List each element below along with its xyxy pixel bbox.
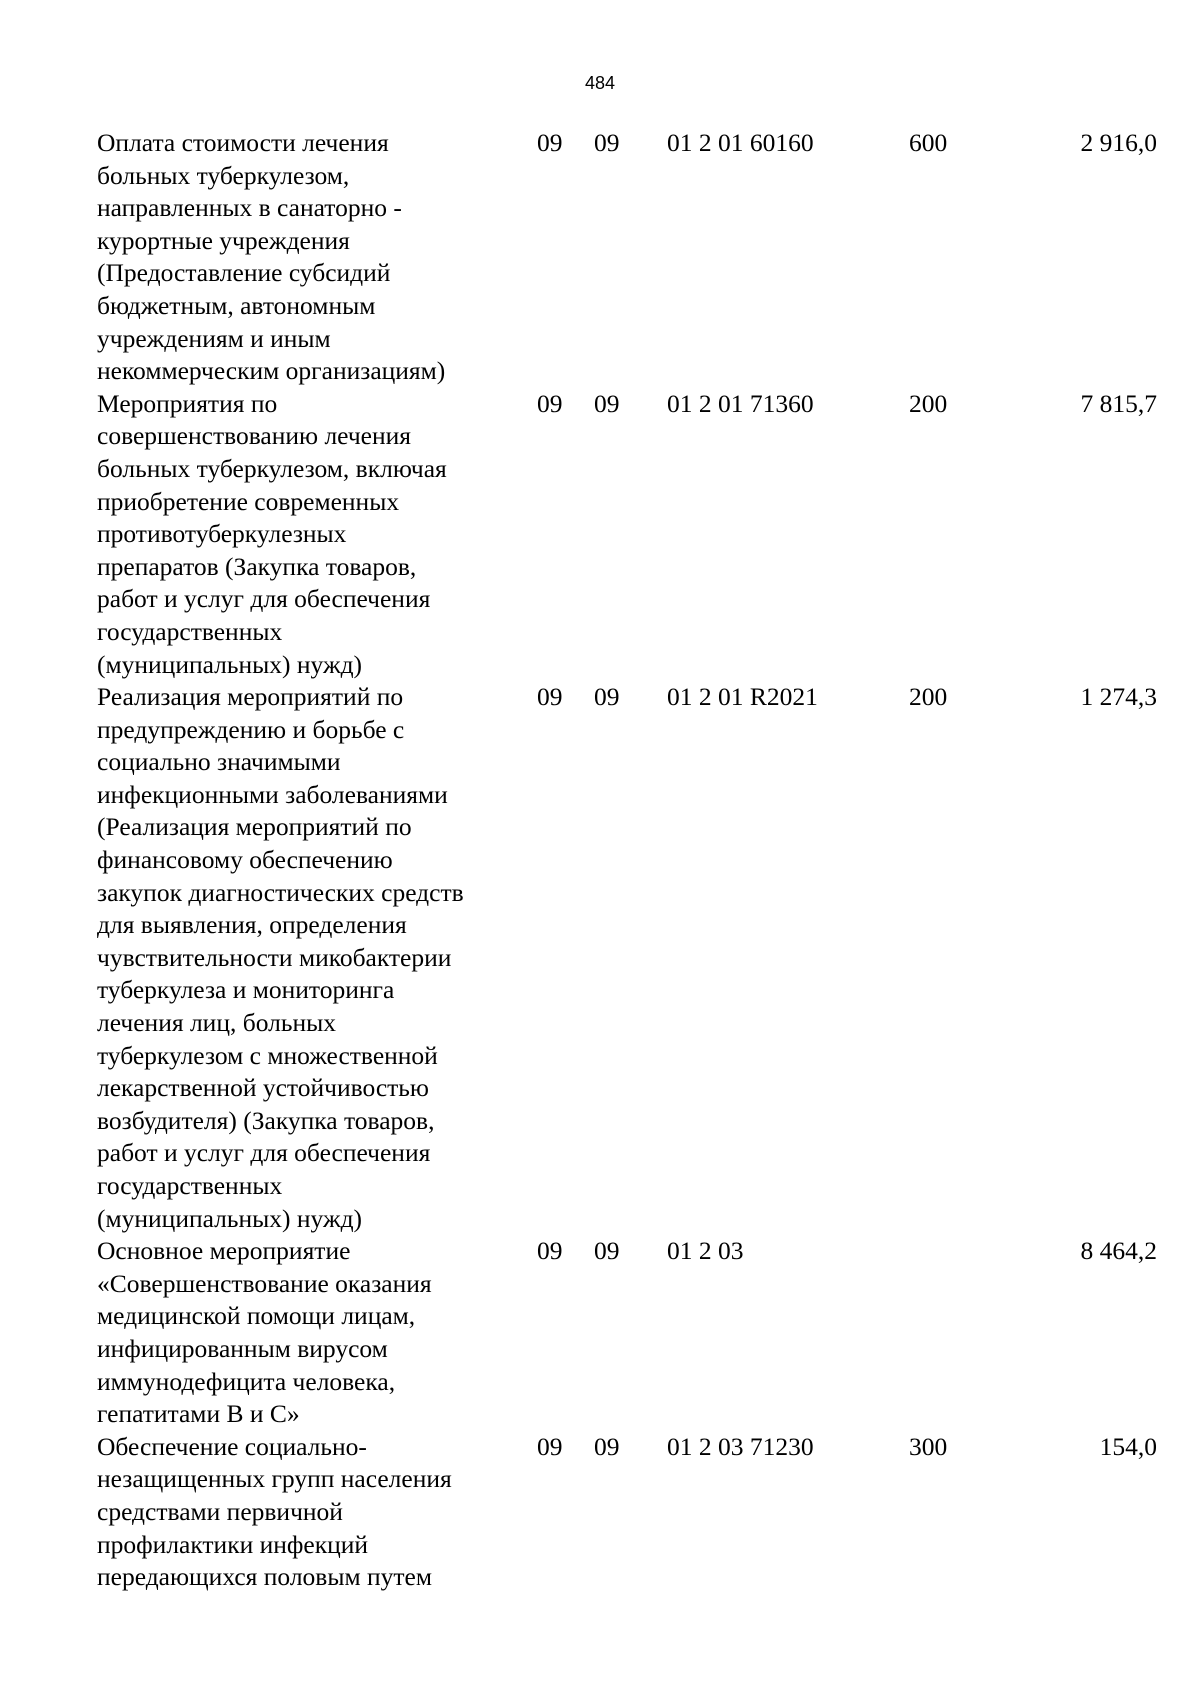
expense-item-name-line: работ и услуг для обеспечения bbox=[97, 1138, 431, 1168]
expense-item-name-line: (Предоставление субсидий bbox=[97, 258, 391, 288]
budget-table bbox=[97, 127, 1157, 1594]
expense-item-name-line: профилактики инфекций bbox=[97, 1529, 369, 1559]
section-code: 09 bbox=[537, 1236, 563, 1266]
table-row bbox=[97, 1431, 1157, 1594]
expense-item-name-line: туберкулеза и мониторинга bbox=[97, 975, 395, 1005]
table-row bbox=[97, 127, 1157, 388]
target-article-code: 01 2 01 71360 bbox=[667, 388, 814, 418]
subsection-code: 09 bbox=[594, 1236, 620, 1266]
expense-item-name-line: возбудителя) (Закупка товаров, bbox=[97, 1105, 435, 1135]
expense-item-name-line: государственных bbox=[97, 616, 283, 646]
expense-type-code: 200 bbox=[909, 682, 948, 712]
expense-item-name-line: курортные учреждения bbox=[97, 225, 350, 255]
expense-item-name-line: бюджетным, автономным bbox=[97, 290, 376, 320]
expense-item-name-line: закупок диагностических средств bbox=[97, 877, 464, 907]
table-row bbox=[97, 388, 1157, 681]
expense-item-name-line: Обеспечение социально- bbox=[97, 1431, 367, 1461]
expense-type-code: 600 bbox=[909, 128, 948, 157]
expense-item-name-line: противотуберкулезных bbox=[97, 519, 347, 549]
expense-item-name-line: передающихся половым путем bbox=[97, 1562, 432, 1592]
expense-item-name bbox=[97, 388, 537, 681]
expense-type-code: 200 bbox=[909, 388, 948, 418]
expense-item-name-line: работ и услуг для обеспечения bbox=[97, 584, 431, 614]
expense-item-name-line: (муниципальных) нужд) bbox=[97, 1203, 363, 1233]
subsection-code: 09 bbox=[594, 128, 620, 157]
expense-item-name-line: чувствительности микобактерии bbox=[97, 942, 452, 972]
expense-item-name-line: «Совершенствование оказания bbox=[97, 1268, 432, 1298]
table-row bbox=[97, 681, 1157, 1235]
amount-value: 7 815,7 bbox=[1080, 388, 1157, 418]
expense-item-name-line: иммунодефицита человека, bbox=[97, 1366, 396, 1396]
page-number: 484 bbox=[584, 73, 616, 93]
expense-item-name bbox=[97, 1431, 537, 1594]
table-row bbox=[97, 1235, 1157, 1431]
expense-item-name-line: незащищенных групп населения bbox=[97, 1464, 452, 1494]
expense-item-name-line: социально значимыми bbox=[97, 747, 341, 777]
amount-value: 8 464,2 bbox=[1080, 1236, 1157, 1266]
expense-item-name-line: финансовому обеспечению bbox=[97, 845, 393, 875]
expense-item-name-line: совершенствованию лечения bbox=[97, 421, 412, 451]
amount-value: 2 916,0 bbox=[1080, 128, 1157, 157]
expense-item-name-line: для выявления, определения bbox=[97, 910, 407, 940]
expense-item-name-line: инфекционными заболеваниями bbox=[97, 779, 448, 809]
expense-item-name-line: гепатитами В и С» bbox=[97, 1399, 300, 1429]
expense-item-name-line: инфицированным вирусом bbox=[97, 1333, 388, 1363]
expense-item-name bbox=[97, 681, 537, 1235]
section-code: 09 bbox=[537, 128, 563, 157]
expense-item-name-line: лекарственной устойчивостью bbox=[97, 1073, 429, 1103]
expense-item-name-line: средствами первичной bbox=[97, 1496, 343, 1526]
expense-item-name-line: медицинской помощи лицам, bbox=[97, 1301, 416, 1331]
expense-item-name-line: (муниципальных) нужд) bbox=[97, 649, 363, 679]
expense-item-name-line: государственных bbox=[97, 1171, 283, 1200]
subsection-code: 09 bbox=[594, 1431, 620, 1461]
expense-item-name-line: учреждениям и иным bbox=[97, 323, 331, 353]
expense-item-name-line: Оплата стоимости лечения bbox=[97, 128, 389, 157]
section-code: 09 bbox=[537, 682, 563, 712]
subsection-code: 09 bbox=[594, 682, 620, 712]
target-article-code: 01 2 01 60160 bbox=[667, 128, 814, 157]
expense-item-name-line: (Реализация мероприятий по bbox=[97, 812, 412, 842]
target-article-code: 01 2 01 R2021 bbox=[667, 682, 818, 712]
expense-type-code: 300 bbox=[909, 1431, 948, 1461]
expense-item-name-line: лечения лиц, больных bbox=[97, 1008, 336, 1038]
subsection-code: 09 bbox=[594, 388, 620, 418]
expense-item-name-line: направленных в санаторно - bbox=[97, 193, 402, 223]
expense-item-name-line: Мероприятия по bbox=[97, 388, 278, 418]
expense-item-name-line: предупреждению и борьбе с bbox=[97, 714, 405, 744]
amount-value: 154,0 bbox=[1099, 1431, 1157, 1461]
expense-item-name-line: приобретение современных bbox=[97, 486, 400, 516]
expense-item-name-line: некоммерческим организациям) bbox=[97, 356, 446, 386]
target-article-code: 01 2 03 bbox=[667, 1236, 744, 1266]
amount-value: 1 274,3 bbox=[1080, 682, 1157, 712]
expense-item-name bbox=[97, 127, 537, 388]
expense-item-name-line: туберкулезом с множественной bbox=[97, 1040, 438, 1070]
target-article-code: 01 2 03 71230 bbox=[667, 1431, 814, 1461]
section-code: 09 bbox=[537, 1431, 563, 1461]
expense-item-name-line: Основное мероприятие bbox=[97, 1236, 351, 1266]
expense-item-name bbox=[97, 1235, 537, 1431]
expense-item-name-line: Реализация мероприятий по bbox=[97, 682, 404, 712]
section-code: 09 bbox=[537, 388, 563, 418]
expense-item-name-line: больных туберкулезом, bbox=[97, 160, 350, 190]
expense-item-name-line: больных туберкулезом, включая bbox=[97, 453, 447, 483]
expense-item-name-line: препаратов (Закупка товаров, bbox=[97, 551, 417, 581]
